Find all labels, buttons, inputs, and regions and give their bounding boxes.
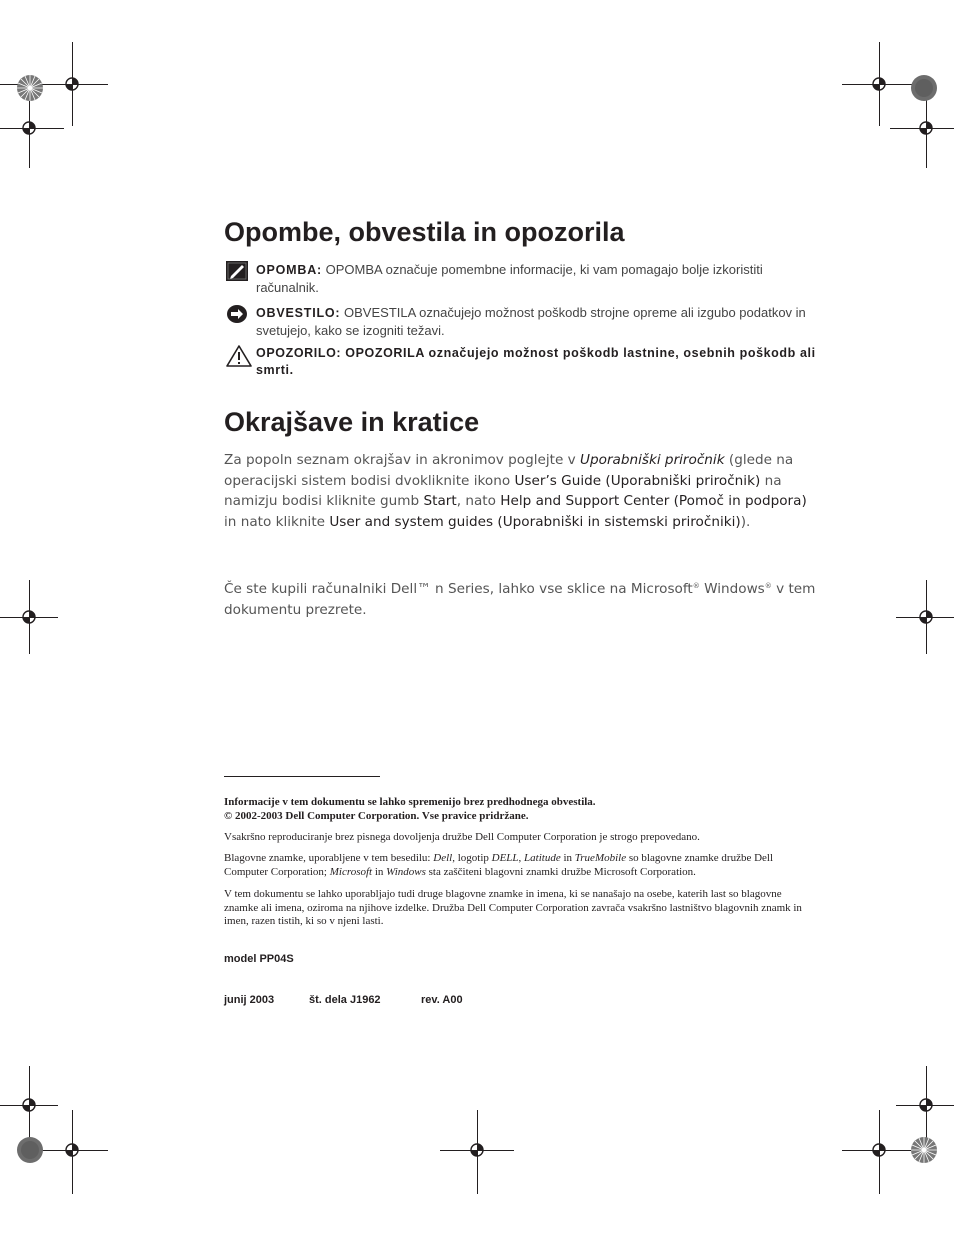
guide-title: Uporabniški priročnik <box>580 452 725 468</box>
legal-line: Informacije v tem dokumentu se lahko spremenijo brez predhodnega obvestila. <box>224 796 596 808</box>
n-series-paragraph <box>224 576 816 620</box>
trademark: Dell <box>433 852 453 864</box>
trademark: Windows <box>386 865 426 878</box>
note-block <box>226 261 816 296</box>
registration-target-icon <box>868 1139 890 1161</box>
para-text: Če ste kupili računalniki Dell™ n Series, lahko vse sklice na Microsoft <box>224 581 693 597</box>
note-pencil-icon <box>226 261 248 281</box>
gray-target-icon <box>16 1136 44 1164</box>
divider <box>224 776 380 777</box>
note-label: OPOMBA: <box>256 263 323 277</box>
legal-other-trademarks: V tem dokumentu se lahko uporabljajo tudi druge blagovne znamke in imena, ki se nanašajo na osebe, katerih last so blagovne znamke ali imena, oziroma na njihove izdelke. Družba Dell Computer Corporation zavrača vsakršno lastništvo blagovnih znamk in imen, razen tistih, ki so v njeni lasti. <box>224 888 802 927</box>
registration-target-icon <box>915 117 937 139</box>
note-text: OPOMBA označuje pomembne informacije, ki vam pomagajo bolje izkoristiti računalnik. <box>256 262 763 295</box>
trademark: TrueMobile <box>574 852 627 864</box>
para-text: (glede na operacijski sistem bodisi dvokliknite ikono <box>224 452 794 489</box>
registration-target-icon <box>915 606 937 628</box>
warning-text: OPOZORILA označujejo možnost poškodb lastnine, osebnih poškodb ali smrti. <box>256 346 816 377</box>
legal-notice-bold <box>224 796 816 823</box>
model-number: model PP04S <box>224 953 294 965</box>
registration-target-icon <box>915 1094 937 1116</box>
notice-block <box>226 304 816 339</box>
para-text: , nato <box>456 493 501 509</box>
registration-target-icon <box>18 606 40 628</box>
legal-text: in <box>372 865 387 878</box>
section-title-notes: Opombe, obvestila in opozorila <box>224 217 625 247</box>
registration-target-icon <box>18 117 40 139</box>
users-guide-icon-label: User’s Guide (Uporabniški priročnik) <box>514 472 761 489</box>
para-text: ). <box>740 513 751 530</box>
start-button-label: Start <box>423 493 457 509</box>
registered-mark: ® <box>764 582 772 590</box>
warning-block <box>226 345 816 379</box>
trademark: DELL <box>491 852 519 864</box>
legal-reproduction: Vsakršno reproduciranje brez pisnega dovoljenja družbe Dell Computer Corporation je strogo prepovedano. <box>224 831 700 843</box>
notice-label: OBVESTILO: <box>256 306 341 320</box>
para-text: Windows <box>699 581 765 597</box>
footer-revision: rev. A00 <box>421 994 463 1006</box>
para-text: v tem dokumentu prezrete. <box>224 581 816 618</box>
trademark: Microsoft <box>329 865 373 878</box>
legal-text: in <box>560 852 575 864</box>
help-support-label: Help and Support Center (Pomoč in podpora) <box>500 493 807 509</box>
gray-target-icon <box>910 74 938 102</box>
user-system-guides-label: User and system guides (Uporabniški in sistemski priročniki) <box>329 513 741 530</box>
registered-mark: ® <box>692 582 700 590</box>
starburst-target-icon <box>16 74 44 102</box>
legal-text: sta zaščiteni blagovni znamki družbe Microsoft Corporation. <box>425 865 696 878</box>
notice-text: OBVESTILA označujejo možnost poškodb strojne opreme ali izgubo podatkov in svetujejo, kako se izogniti težavi. <box>256 305 806 338</box>
registration-target-icon <box>466 1139 488 1161</box>
starburst-target-icon <box>910 1136 938 1164</box>
legal-text: Blagovne znamke, uporabljene v tem besedilu: <box>224 852 434 864</box>
section-title-abbreviations: Okrajšave in kratice <box>224 407 480 437</box>
warning-triangle-icon <box>226 345 252 367</box>
warning-label: OPOZORILO: <box>256 346 342 360</box>
registration-target-icon <box>868 73 890 95</box>
abbreviations-paragraph <box>224 450 816 532</box>
para-text: in nato kliknite <box>224 513 330 530</box>
footer-part-number: št. dela J1962 <box>309 994 381 1006</box>
legal-trademarks <box>224 852 816 879</box>
registration-target-icon <box>61 73 83 95</box>
trademark: Latitude <box>524 852 561 864</box>
legal-text: , <box>518 852 525 864</box>
copyright-line: © 2002-2003 Dell Computer Corporation. Vse pravice pridržane. <box>224 809 529 822</box>
registration-target-icon <box>61 1139 83 1161</box>
registration-target-icon <box>18 1094 40 1116</box>
legal-text: so blagovne znamke družbe Dell Computer Corporation; <box>224 852 774 878</box>
legal-text: , logotip <box>452 852 492 864</box>
para-text: na namizju bodisi kliknite gumb <box>224 472 782 509</box>
para-text: Za popoln seznam okrajšav in akronimov poglejte v <box>224 452 581 468</box>
footer-date: junij 2003 <box>224 994 275 1006</box>
notice-arrow-icon <box>226 304 248 324</box>
